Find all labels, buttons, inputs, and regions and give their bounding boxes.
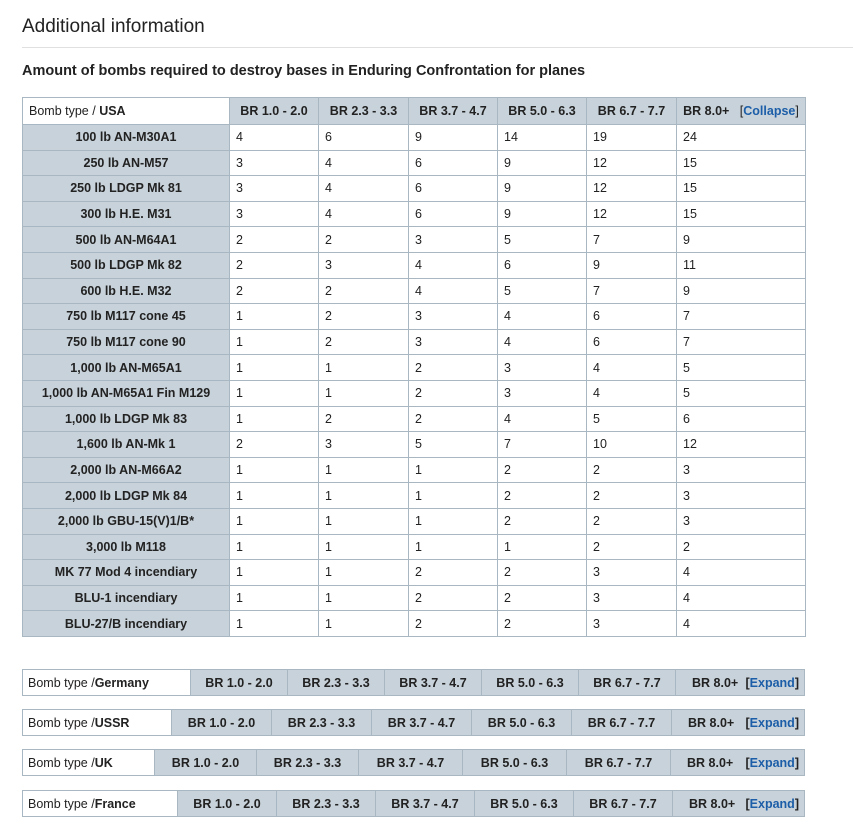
bomb-count-cell: 19 (587, 125, 677, 151)
bomb-count-cell: 2 (319, 406, 409, 432)
collapsed-table-france (22, 790, 805, 817)
br-header-2: BR 2.3 - 3.3 (277, 791, 376, 816)
bomb-count-cell: 1 (230, 534, 319, 560)
br-header-6: BR 8.0+ [Expand] (671, 750, 804, 775)
bomb-count-cell: 6 (587, 329, 677, 355)
bomb-count-cell: 1 (230, 457, 319, 483)
bomb-count-cell: 4 (230, 125, 319, 151)
bomb-count-cell: 2 (409, 611, 498, 637)
table-row (23, 560, 806, 586)
bomb-name: 2,000 lb GBU-15(V)1/B* (23, 508, 230, 534)
bomb-count-cell: 4 (498, 406, 587, 432)
bomb-count-cell: 1 (230, 355, 319, 381)
bomb-count-cell: 1 (230, 611, 319, 637)
collapsed-table-ussr (22, 709, 805, 736)
br-header-1: BR 1.0 - 2.0 (191, 670, 288, 695)
table-row (23, 406, 806, 432)
bomb-count-cell: 1 (319, 585, 409, 611)
bomb-count-cell: 1 (409, 457, 498, 483)
bomb-count-cell: 6 (587, 304, 677, 330)
bomb-count-cell: 2 (587, 508, 677, 534)
usa-bomb-table (22, 97, 806, 637)
bomb-count-cell: 2 (230, 432, 319, 458)
bomb-count-cell: 6 (409, 150, 498, 176)
br-header-6: BR 8.0+ [Expand] (676, 670, 804, 695)
bomb-count-cell: 4 (587, 380, 677, 406)
bomb-count-cell: 2 (498, 508, 587, 534)
bomb-count-cell: 7 (587, 278, 677, 304)
bomb-count-cell: 4 (677, 560, 806, 586)
bomb-count-cell: 1 (230, 380, 319, 406)
table-row (23, 534, 806, 560)
bomb-name: 250 lb AN-M57 (23, 150, 230, 176)
bomb-name: 1,600 lb AN-Mk 1 (23, 432, 230, 458)
bomb-count-cell: 9 (677, 227, 806, 253)
bomb-count-cell: 12 (677, 432, 806, 458)
bomb-name: 300 lb H.E. M31 (23, 201, 230, 227)
bomb-count-cell: 5 (409, 432, 498, 458)
bomb-count-cell: 1 (319, 534, 409, 560)
collapse-usa-link[interactable]: Collapse (743, 104, 796, 118)
bomb-count-cell: 15 (677, 176, 806, 202)
br-header-6-label: BR 8.0+ (687, 755, 734, 770)
br-header-2: BR 2.3 - 3.3 (272, 710, 372, 735)
bomb-name: 100 lb AN-M30A1 (23, 125, 230, 151)
bomb-type-header (23, 791, 178, 816)
bomb-count-cell: 4 (677, 585, 806, 611)
table-row (23, 125, 806, 151)
bomb-count-cell: 2 (230, 227, 319, 253)
br-header-1: BR 1.0 - 2.0 (230, 98, 319, 125)
bomb-count-cell: 6 (498, 252, 587, 278)
bomb-count-cell: 2 (319, 329, 409, 355)
bomb-count-cell: 4 (409, 278, 498, 304)
bomb-count-cell: 3 (677, 483, 806, 509)
bomb-count-cell: 3 (230, 176, 319, 202)
bomb-count-cell: 1 (319, 355, 409, 381)
bomb-count-cell: 3 (230, 150, 319, 176)
br-header-6: BR 8.0+ [Expand] (672, 710, 804, 735)
bomb-name: MK 77 Mod 4 incendiary (23, 560, 230, 586)
bomb-count-cell: 1 (319, 560, 409, 586)
nation-label: UK (94, 755, 113, 770)
bomb-count-cell: 3 (587, 611, 677, 637)
bomb-count-cell: 1 (319, 457, 409, 483)
bomb-name: BLU-1 incendiary (23, 585, 230, 611)
bomb-count-cell: 6 (319, 125, 409, 151)
bomb-count-cell: 1 (230, 508, 319, 534)
bomb-count-cell: 5 (677, 355, 806, 381)
bomb-count-cell: 6 (409, 201, 498, 227)
bomb-count-cell: 9 (498, 150, 587, 176)
nation-label: USSR (94, 715, 130, 730)
br-header-4: BR 5.0 - 6.3 (498, 98, 587, 125)
bomb-count-cell: 2 (409, 560, 498, 586)
bomb-count-cell: 2 (498, 457, 587, 483)
bomb-count-cell: 1 (319, 483, 409, 509)
bomb-name: 750 lb M117 cone 90 (23, 329, 230, 355)
bomb-count-cell: 1 (409, 483, 498, 509)
bomb-count-cell: 2 (319, 304, 409, 330)
br-header-2: BR 2.3 - 3.3 (257, 750, 359, 775)
table-row (23, 611, 806, 637)
bomb-count-cell: 3 (230, 201, 319, 227)
br-header-3: BR 3.7 - 4.7 (372, 710, 472, 735)
bomb-count-cell: 12 (587, 150, 677, 176)
bomb-count-cell: 2 (498, 585, 587, 611)
bomb-count-cell: 9 (677, 278, 806, 304)
br-header-6-label: BR 8.0+ (683, 104, 730, 118)
bomb-type-header (23, 750, 155, 775)
bomb-type-label: Bomb type / (28, 796, 95, 811)
br-header-5: BR 6.7 - 7.7 (567, 750, 671, 775)
section-title: Additional information (22, 16, 205, 37)
bomb-count-cell: 4 (498, 304, 587, 330)
br-header-5: BR 6.7 - 7.7 (574, 791, 673, 816)
bomb-count-cell: 3 (409, 227, 498, 253)
bomb-name: 750 lb M117 cone 45 (23, 304, 230, 330)
table-row (23, 304, 806, 330)
bomb-type-label: Bomb type / (28, 755, 95, 770)
usa-header-row (23, 98, 806, 125)
table-row (23, 483, 806, 509)
expand-germany-link[interactable]: Expand (749, 675, 795, 690)
bomb-count-cell: 1 (230, 483, 319, 509)
br-header-5: BR 6.7 - 7.7 (587, 98, 677, 125)
br-header-3: BR 3.7 - 4.7 (359, 750, 463, 775)
bomb-count-cell: 1 (319, 380, 409, 406)
nation-label-usa: USA (99, 104, 126, 118)
bomb-count-cell: 11 (677, 252, 806, 278)
bomb-count-cell: 15 (677, 201, 806, 227)
bomb-count-cell: 4 (587, 355, 677, 381)
bomb-count-cell: 2 (319, 227, 409, 253)
br-header-6-label: BR 8.0+ (692, 675, 739, 690)
bomb-count-cell: 7 (587, 227, 677, 253)
bomb-count-cell: 2 (409, 406, 498, 432)
table-row (23, 176, 806, 202)
bomb-type-label: Bomb type / (28, 715, 95, 730)
collapsed-table-germany (22, 669, 805, 696)
bomb-type-label: Bomb type / (28, 675, 95, 690)
bomb-name: 1,000 lb AN-M65A1 (23, 355, 230, 381)
bomb-count-cell: 2 (230, 252, 319, 278)
bomb-count-cell: 15 (677, 150, 806, 176)
table-row (23, 329, 806, 355)
table-row (23, 355, 806, 381)
bomb-count-cell: 9 (409, 125, 498, 151)
bomb-count-cell: 5 (498, 227, 587, 253)
br-header-1: BR 1.0 - 2.0 (178, 791, 277, 816)
br-header-2: BR 2.3 - 3.3 (288, 670, 385, 695)
bomb-count-cell: 1 (230, 585, 319, 611)
bomb-count-cell: 4 (319, 150, 409, 176)
bomb-count-cell: 7 (677, 329, 806, 355)
bomb-name: 3,000 lb M118 (23, 534, 230, 560)
bomb-count-cell: 1 (230, 304, 319, 330)
bomb-count-cell: 9 (498, 176, 587, 202)
expand-france-link[interactable]: Expand (749, 796, 795, 811)
expand-ussr-link[interactable]: Expand (749, 715, 795, 730)
br-header-1: BR 1.0 - 2.0 (155, 750, 257, 775)
bomb-count-cell: 4 (677, 611, 806, 637)
table-row (23, 508, 806, 534)
bomb-count-cell: 1 (498, 534, 587, 560)
br-header-3: BR 3.7 - 4.7 (409, 98, 498, 125)
bomb-count-cell: 1 (409, 534, 498, 560)
br-header-6-label: BR 8.0+ (689, 796, 736, 811)
bomb-count-cell: 1 (319, 508, 409, 534)
bomb-count-cell: 5 (677, 380, 806, 406)
table-row (23, 380, 806, 406)
bomb-count-cell: 1 (230, 560, 319, 586)
bomb-name: 1,000 lb AN-M65A1 Fin M129 (23, 380, 230, 406)
bomb-type-header (23, 710, 172, 735)
bomb-count-cell: 9 (587, 252, 677, 278)
bomb-name: BLU-27/B incendiary (23, 611, 230, 637)
bomb-name: 1,000 lb LDGP Mk 83 (23, 406, 230, 432)
bomb-count-cell: 2 (587, 483, 677, 509)
bomb-count-cell: 3 (409, 304, 498, 330)
bomb-count-cell: 4 (498, 329, 587, 355)
bomb-count-cell: 9 (498, 201, 587, 227)
bomb-count-cell: 3 (498, 355, 587, 381)
br-header-4: BR 5.0 - 6.3 (463, 750, 567, 775)
br-header-3: BR 3.7 - 4.7 (385, 670, 482, 695)
bomb-name: 2,000 lb AN-M66A2 (23, 457, 230, 483)
bomb-count-cell: 4 (319, 176, 409, 202)
br-header-1: BR 1.0 - 2.0 (172, 710, 272, 735)
bomb-count-cell: 1 (409, 508, 498, 534)
bomb-count-cell: 2 (409, 380, 498, 406)
bomb-count-cell: 5 (587, 406, 677, 432)
br-header-6-label: BR 8.0+ (688, 715, 735, 730)
bomb-count-cell: 6 (409, 176, 498, 202)
bomb-count-cell: 4 (319, 201, 409, 227)
bomb-count-cell: 3 (677, 457, 806, 483)
bomb-type-header (23, 670, 191, 695)
table-row (23, 252, 806, 278)
expand-uk-link[interactable]: Expand (749, 755, 795, 770)
table-caption: Amount of bombs required to destroy bases in Enduring Confrontation for planes (22, 63, 586, 79)
bomb-name: 600 lb H.E. M32 (23, 278, 230, 304)
table-row (23, 201, 806, 227)
br-header-3: BR 3.7 - 4.7 (376, 791, 475, 816)
table-row (23, 278, 806, 304)
table-row (23, 227, 806, 253)
bomb-count-cell: 2 (587, 457, 677, 483)
bomb-count-cell: 14 (498, 125, 587, 151)
table-row (23, 585, 806, 611)
bomb-count-cell: 4 (409, 252, 498, 278)
bomb-name: 2,000 lb LDGP Mk 84 (23, 483, 230, 509)
bomb-count-cell: 10 (587, 432, 677, 458)
bomb-count-cell: 3 (677, 508, 806, 534)
nation-label: France (94, 796, 136, 811)
bomb-count-cell: 7 (677, 304, 806, 330)
table-row (23, 432, 806, 458)
br-header-4: BR 5.0 - 6.3 (472, 710, 572, 735)
table-row (23, 150, 806, 176)
br-header-5: BR 6.7 - 7.7 (572, 710, 672, 735)
bomb-count-cell: 3 (409, 329, 498, 355)
bomb-count-cell: 2 (677, 534, 806, 560)
bomb-type-header (23, 98, 230, 125)
bomb-count-cell: 3 (319, 252, 409, 278)
nation-label: Germany (94, 675, 149, 690)
section-divider (22, 47, 853, 48)
bomb-count-cell: 3 (587, 560, 677, 586)
bomb-count-cell: 1 (230, 329, 319, 355)
bomb-count-cell: 2 (409, 585, 498, 611)
bomb-name: 250 lb LDGP Mk 81 (23, 176, 230, 202)
bomb-count-cell: 2 (587, 534, 677, 560)
bomb-count-cell: 12 (587, 176, 677, 202)
bomb-count-cell: 2 (409, 355, 498, 381)
bomb-count-cell: 2 (230, 278, 319, 304)
collapsed-table-uk (22, 749, 805, 776)
bomb-count-cell: 7 (498, 432, 587, 458)
br-header-4: BR 5.0 - 6.3 (482, 670, 579, 695)
bomb-type-label: Bomb type / (29, 104, 100, 118)
bomb-count-cell: 5 (498, 278, 587, 304)
br-header-6: BR 8.0+ [Collapse] (677, 98, 806, 125)
bomb-count-cell: 12 (587, 201, 677, 227)
bomb-count-cell: 1 (319, 611, 409, 637)
table-row (23, 457, 806, 483)
bomb-count-cell: 1 (230, 406, 319, 432)
bomb-count-cell: 24 (677, 125, 806, 151)
bomb-count-cell: 6 (677, 406, 806, 432)
bomb-name: 500 lb LDGP Mk 82 (23, 252, 230, 278)
bomb-count-cell: 3 (587, 585, 677, 611)
br-header-5: BR 6.7 - 7.7 (579, 670, 676, 695)
bomb-count-cell: 2 (319, 278, 409, 304)
br-header-6: BR 8.0+ [Expand] (673, 791, 804, 816)
bomb-count-cell: 3 (498, 380, 587, 406)
br-header-4: BR 5.0 - 6.3 (475, 791, 574, 816)
bomb-count-cell: 2 (498, 483, 587, 509)
bomb-count-cell: 3 (319, 432, 409, 458)
bomb-name: 500 lb AN-M64A1 (23, 227, 230, 253)
bomb-count-cell: 2 (498, 560, 587, 586)
br-header-2: BR 2.3 - 3.3 (319, 98, 409, 125)
bomb-count-cell: 2 (498, 611, 587, 637)
